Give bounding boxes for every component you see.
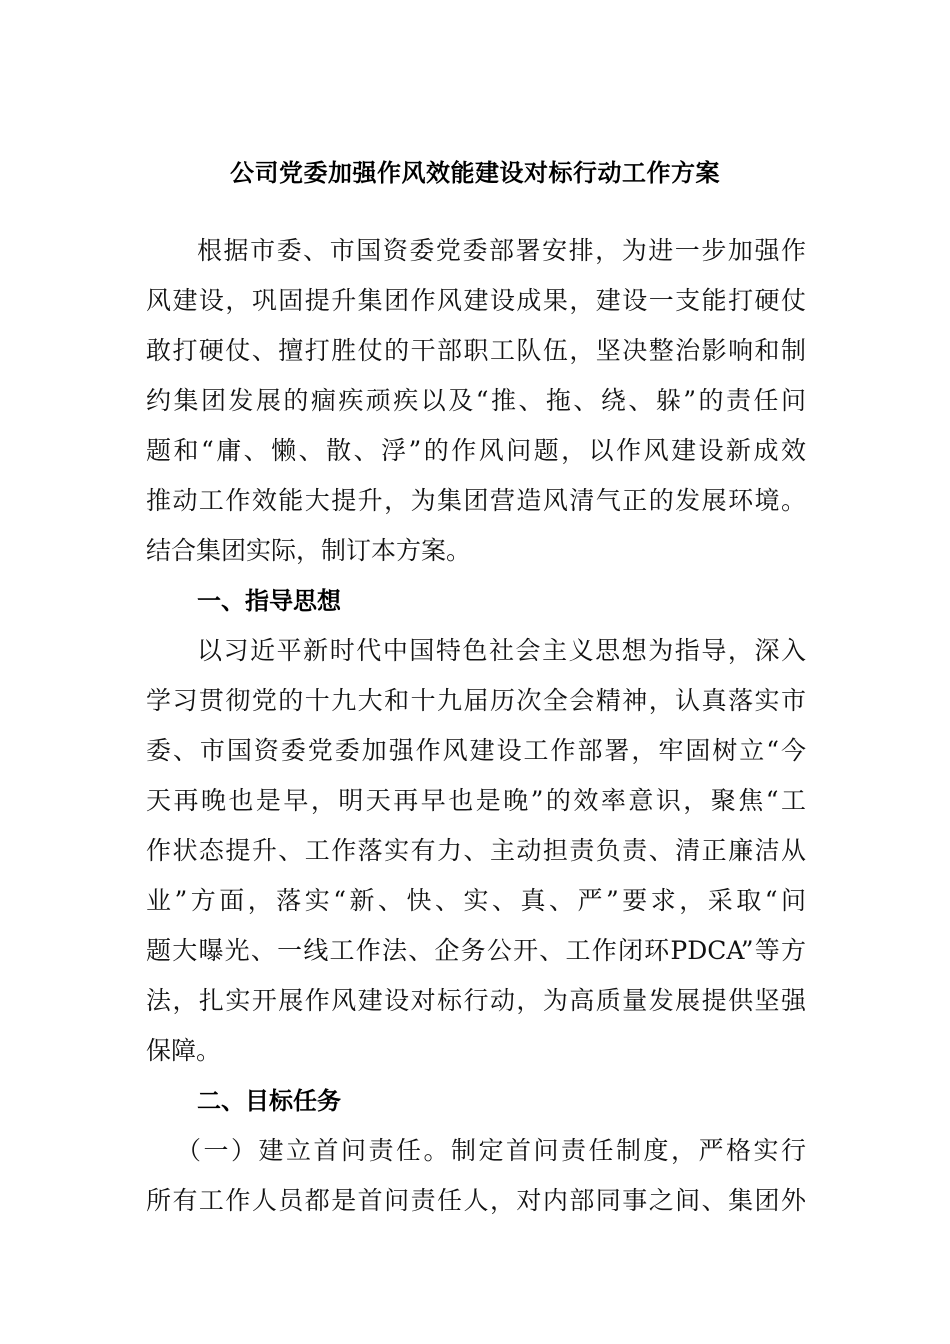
section1-line: 保障。 [146,1036,222,1065]
section1-line: 学习贯彻党的十九大和十九届历次全会精神，认真落实市 [146,686,806,715]
intro-line: 结合集团实际，制订本方案。 [146,536,472,565]
section-heading: 一、指导思想 [197,587,341,615]
section2-line: 所有工作人员都是首问责任人，对内部同事之间、集团外 [146,1186,806,1215]
section1-line: 题大曝光、一线工作法、企务公开、工作闭环PDCA”等方 [146,936,806,965]
intro-line: 根据市委、市国资委党委部署安排，为进一步加强作 [197,236,806,265]
section1-line: 作状态提升、工作落实有力、主动担责负责、清正廉洁从 [146,836,806,865]
intro-line: 推动工作效能大提升，为集团营造风清气正的发展环境。 [146,486,806,515]
section2-line: （一）建立首问责任。制定首问责任制度，严格实行 [176,1136,806,1165]
section1-line: 天再晚也是早，明天再早也是晚”的效率意识，聚焦“工 [146,786,806,815]
section1-line: 业”方面，落实“新、快、实、真、严”要求，采取“问 [146,886,806,915]
document-title: 公司党委加强作风效能建设对标行动工作方案 [230,159,720,187]
section-heading: 二、目标任务 [197,1087,341,1115]
section1-line: 委、市国资委党委加强作风建设工作部署，牢固树立“今 [146,736,806,765]
section1-line: 以习近平新时代中国特色社会主义思想为指导，深入 [197,636,806,665]
section1-line: 法，扎实开展作风建设对标行动，为高质量发展提供坚强 [146,986,806,1015]
intro-line: 敢打硬仗、擅打胜仗的干部职工队伍，坚决整治影响和制 [146,336,806,365]
intro-line: 风建设，巩固提升集团作风建设成果，建设一支能打硬仗 [146,286,806,315]
intro-line: 题和“庸、懒、散、浮”的作风问题，以作风建设新成效 [146,436,806,465]
intro-line: 约集团发展的痼疾顽疾以及“推、拖、绕、躲”的责任问 [146,386,806,415]
